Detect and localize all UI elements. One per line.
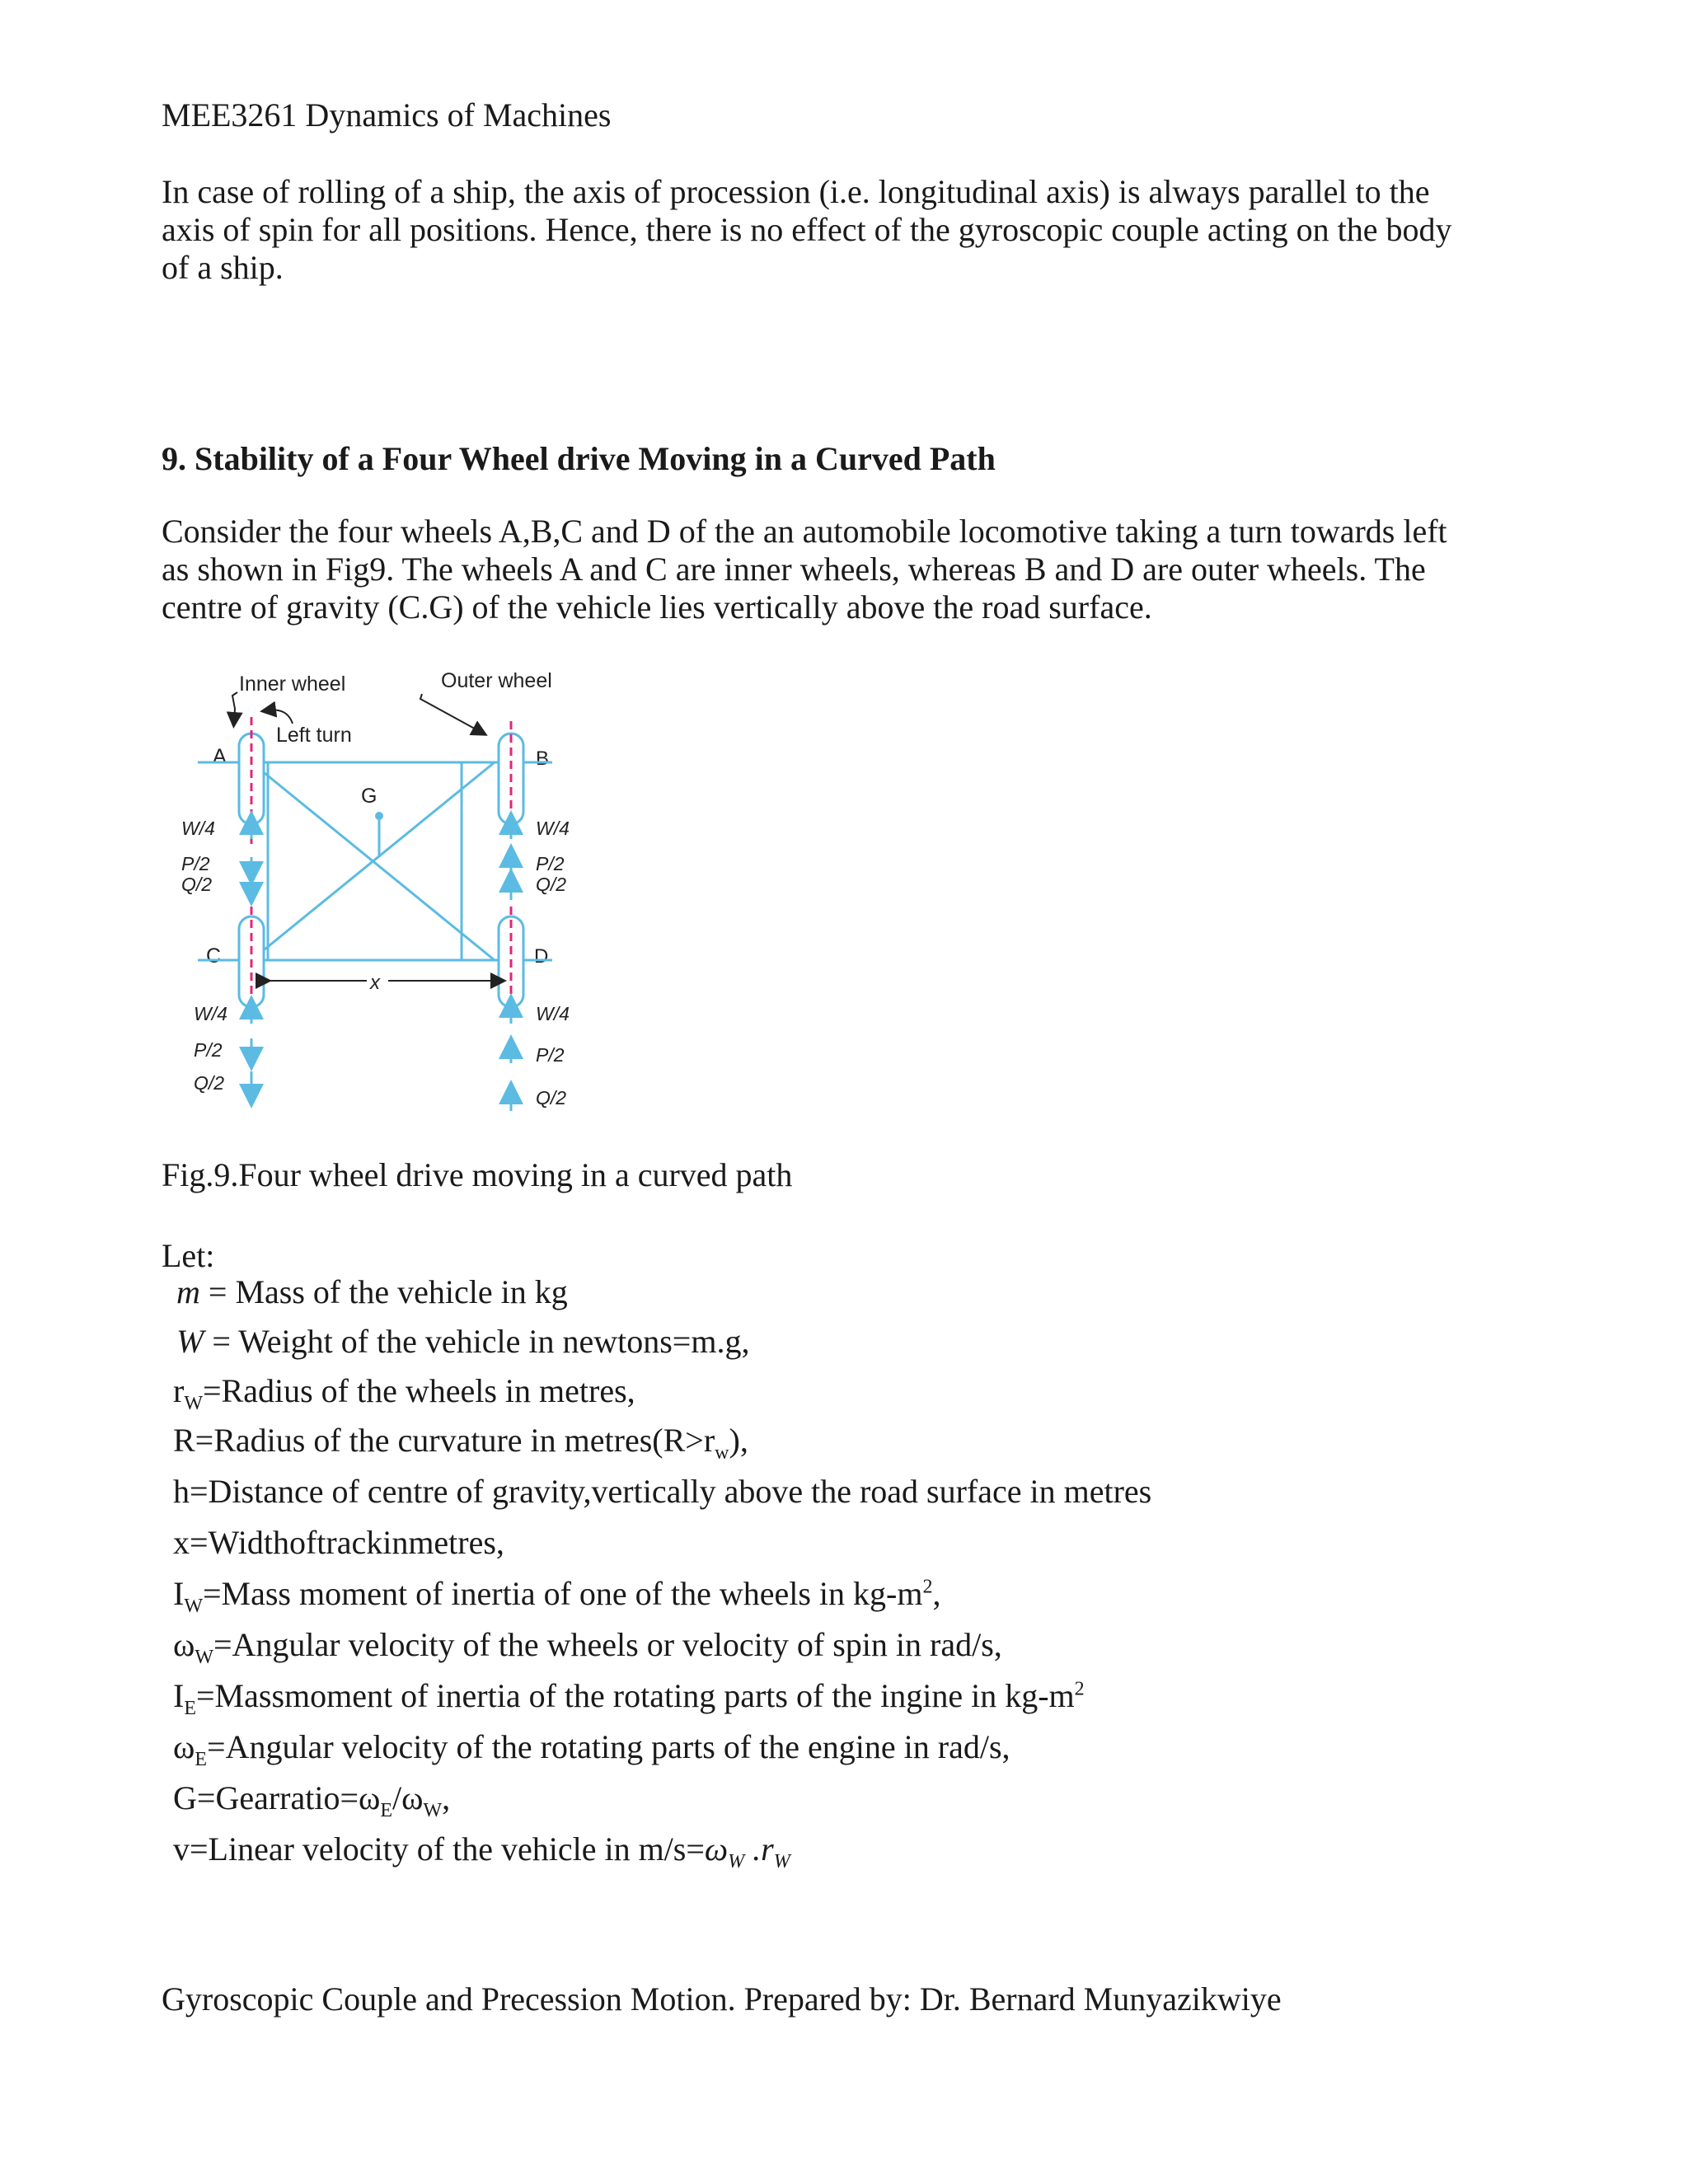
def-Iw-text: =Mass moment of inertia of one of the wheels in kg-m [202,1575,923,1612]
def-weight [176,1322,749,1361]
force-label-b-q2: Q/2 [536,874,567,895]
def-G-end: , [442,1779,451,1816]
def-G-text: G=Gearratio=ω [173,1779,381,1816]
outer-wheel-pointer [420,694,481,732]
left-turn-label: Left turn [276,724,352,747]
def-engine-inertia [173,1676,1085,1720]
def-engine-angular-velocity [173,1727,1010,1771]
force-label-b-p2: P/2 [536,853,565,874]
def-v-sub2: W [773,1851,790,1872]
def-gear-ratio [173,1779,450,1822]
def-rw-text: =Radius of the wheels in metres, [202,1372,635,1409]
def-curvature-radius [173,1421,748,1465]
def-R-end: ), [729,1422,748,1459]
def-ww-sub: W [195,1647,213,1668]
def-rw-base: r [173,1372,185,1409]
outer-wheel-label: Outer wheel [441,669,552,692]
def-mass-text: = Mass of the vehicle in kg [199,1273,568,1310]
force-label-d-w4: W/4 [536,1003,570,1024]
page-header: MEE3261 Dynamics of Machines [162,96,612,134]
four-wheel-figure [157,659,618,1121]
force-label-b-w4: W/4 [536,818,570,839]
cg-point [375,812,383,820]
def-cg-height [173,1472,1151,1511]
force-label-a-p2: P/2 [181,853,210,874]
wheel-d-label: D [534,945,549,968]
def-linear-velocity [173,1830,790,1873]
def-track-width [173,1523,504,1562]
def-R-text: R=Radius of the curvature in metres(R>r [173,1422,715,1459]
def-G-mid: /ω [392,1779,424,1816]
def-ww-text: =Angular velocity of the wheels or velocity of spin in rad/s, [213,1626,1002,1663]
left-turn-arrow [268,710,293,724]
force-label-d-q2: Q/2 [536,1087,567,1108]
def-Iw-base: I [173,1575,185,1612]
def-weight-text: = Weight of the vehicle in newtons=m.g, [204,1323,750,1360]
def-v-omega: ω [704,1830,729,1868]
def-IE-text: =Massmoment of inertia of the rotating parts of the ingine in kg-m [196,1677,1075,1714]
def-IE-sub: E [184,1698,196,1719]
def-mass-symbol: m [176,1273,200,1310]
track-width-label: x [370,972,380,994]
page-footer: Gyroscopic Couple and Precession Motion. Prepared by: Dr. Bernard Munyazikwiye [162,1980,1282,2018]
wheel-a-label: A [213,745,227,768]
def-wE-text: =Angular velocity of the rotating parts of the engine in rad/s, [207,1728,1010,1765]
def-wheel-angular-velocity [173,1625,1002,1669]
force-label-c-w4: W/4 [194,1003,227,1024]
inner-wheel-label: Inner wheel [239,673,346,696]
def-G-sub1: E [380,1800,393,1821]
force-label-c-p2: P/2 [194,1039,223,1061]
force-label-c-q2: Q/2 [194,1072,225,1094]
def-x-text: x=Widthoftrackinmetres, [173,1524,504,1561]
def-R-sub: w [715,1442,729,1464]
figure-caption: Fig.9.Four wheel drive moving in a curved path [162,1156,793,1193]
def-weight-symbol: W [176,1323,204,1360]
def-wE-sub: E [195,1749,207,1770]
section-paragraph: Consider the four wheels A,B,C and D of the an automobile locomotive taking a turn towards left as shown in Fig9. The wheels A and C are inner wheels, whereas B and D are outer wheels. The centre of gravity (C.G) of the vehicle lies vertically above the road surface. [162,513,1447,626]
def-Iw-sup: 2 [922,1576,933,1598]
wheel-c-label: C [206,944,222,968]
def-wheel-inertia [173,1574,940,1618]
def-ww-base: ω [173,1626,195,1663]
def-v-sub1: W [728,1851,745,1872]
intro-paragraph: In case of rolling of a ship, the axis of procession (i.e. longitudinal axis) is always parallel to the axis of spin for all positions. Hence, there is no effect of the gyroscopic couple acting on the body of a ship. [162,173,1452,286]
def-IE-base: I [173,1677,185,1714]
cg-label: G [361,785,377,808]
def-rw-sub: W [184,1393,203,1414]
force-label-a-q2: Q/2 [181,874,213,895]
def-G-sub2: W [423,1800,443,1821]
def-Iw-end: , [932,1575,941,1612]
def-wE-base: ω [173,1728,195,1765]
def-IE-sup: 2 [1074,1678,1085,1700]
def-wheel-radius [173,1371,635,1415]
def-Iw-sub: W [184,1596,203,1617]
wheel-b-label: B [536,748,550,770]
force-label-d-p2: P/2 [536,1044,565,1066]
inner-wheel-pointer [232,692,237,720]
def-mass [176,1272,568,1311]
def-v-dot: .r [744,1830,774,1868]
def-h-text: h=Distance of centre of gravity,vertically above the road surface in metres [173,1473,1152,1510]
let-label: Let: [162,1237,215,1274]
section-heading: 9. Stability of a Four Wheel drive Moving in a Curved Path [162,440,996,477]
force-label-a-w4: W/4 [181,818,215,839]
def-v-text: v=Linear velocity of the vehicle in m/s= [173,1830,705,1868]
